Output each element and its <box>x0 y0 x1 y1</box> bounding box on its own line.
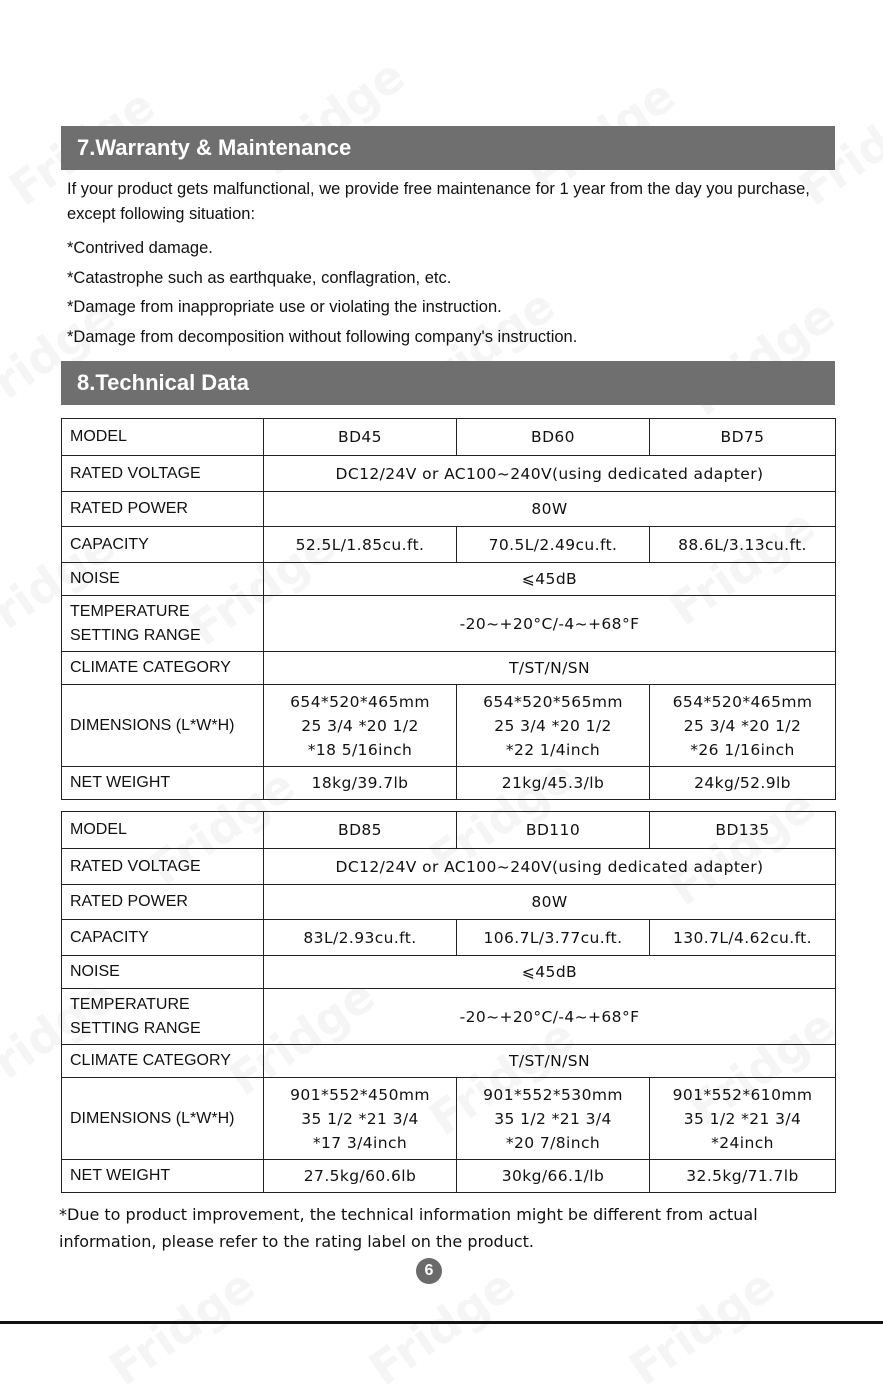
net-weight-value: 18kg/39.7lb <box>264 767 457 800</box>
label-rated-power: RATED POWER <box>62 492 264 527</box>
table-row <box>62 885 836 920</box>
table-row <box>62 685 836 767</box>
label-climate: CLIMATE CATEGORY <box>62 1045 264 1078</box>
dimension-line: 901*552*530mm <box>483 1085 623 1104</box>
model-name: BD45 <box>264 419 457 456</box>
technical-heading: 8.Technical Data <box>61 361 835 405</box>
table-row <box>62 527 836 563</box>
dimension-line: 35 1/2 *21 3/4 <box>494 1109 612 1128</box>
table-row <box>62 920 836 956</box>
label-capacity: CAPACITY <box>62 527 264 563</box>
label-model: MODEL <box>62 812 264 849</box>
dimension-line: 35 1/2 *21 3/4 <box>301 1109 419 1128</box>
dimension-line: 654*520*565mm <box>483 692 623 711</box>
dimension-line: 35 1/2 *21 3/4 <box>683 1109 802 1128</box>
dimension-line: *24inch <box>711 1133 774 1152</box>
label-temperature-line: SETTING RANGE <box>70 626 201 644</box>
dimension-line: 901*552*450mm <box>290 1085 430 1104</box>
watermark-text <box>679 288 844 426</box>
dimension-line: 901*552*610mm <box>672 1085 813 1104</box>
dimensions-value <box>457 1078 650 1160</box>
capacity-value: 88.6L/3.13cu.ft. <box>650 527 836 563</box>
dimensions-value <box>650 1078 836 1160</box>
watermark-text <box>619 1258 784 1396</box>
noise-value: ⩽45dB <box>264 956 836 989</box>
dimensions-value <box>457 685 650 767</box>
label-temperature <box>62 596 264 652</box>
temperature-range-value: -20~+20°C/-4~+68°F <box>264 989 836 1045</box>
net-weight-value: 27.5kg/60.6lb <box>264 1160 457 1193</box>
dimension-line: *26 1/16inch <box>690 740 795 759</box>
dimension-line: 654*520*465mm <box>672 692 813 711</box>
climate-value: T/ST/N/SN <box>264 652 836 685</box>
watermark-text <box>99 1258 264 1396</box>
temperature-range-value: -20~+20°C/-4~+68°F <box>264 596 836 652</box>
model-name: BD85 <box>264 812 457 849</box>
noise-value: ⩽45dB <box>264 563 836 596</box>
table-row <box>62 1045 836 1078</box>
label-net-weight: NET WEIGHT <box>62 767 264 800</box>
watermark-text <box>359 1258 524 1396</box>
dimension-line: *20 7/8inch <box>505 1133 601 1152</box>
label-rated-voltage: RATED VOLTAGE <box>62 849 264 885</box>
table-row <box>62 1160 836 1193</box>
capacity-value: 83L/2.93cu.ft. <box>264 920 457 956</box>
dimension-line: 25 3/4 *20 1/2 <box>301 716 419 735</box>
label-model: MODEL <box>62 419 264 456</box>
label-dimensions: DIMENSIONS (L*W*H) <box>62 685 264 767</box>
dimensions-value <box>650 685 836 767</box>
dimension-line: 25 3/4 *20 1/2 <box>683 716 802 735</box>
label-dimensions: DIMENSIONS (L*W*H) <box>62 1078 264 1160</box>
label-rated-power: RATED POWER <box>62 885 264 920</box>
model-name: BD110 <box>457 812 650 849</box>
dimension-line: *18 5/16inch <box>307 740 413 759</box>
table-row <box>62 596 836 652</box>
model-name: BD60 <box>457 419 650 456</box>
table-row <box>62 812 836 849</box>
warranty-intro: If your product gets malfunctional, we provide free maintenance for 1 year from the day you purchase, except following situation: <box>67 180 810 223</box>
table-row <box>62 767 836 800</box>
table-row <box>62 989 836 1045</box>
footnote: *Due to product improvement, the technical information might be different from actual information, please refer to the rating label on the product. <box>59 1205 758 1251</box>
label-rated-voltage: RATED VOLTAGE <box>62 456 264 492</box>
label-temperature-line: SETTING RANGE <box>70 1019 201 1037</box>
label-noise: NOISE <box>62 956 264 989</box>
rated-voltage-value: DC12/24V or AC100~240V(using dedicated adapter) <box>264 849 836 885</box>
table-row <box>62 956 836 989</box>
dimensions-value <box>264 685 457 767</box>
page-number-badge: 6 <box>416 1258 442 1284</box>
spec-table-1 <box>61 418 836 800</box>
table-row <box>62 419 836 456</box>
model-name: BD75 <box>650 419 836 456</box>
warranty-heading: 7.Warranty & Maintenance <box>61 126 835 170</box>
table-row <box>62 563 836 596</box>
net-weight-value: 32.5kg/71.7lb <box>650 1160 836 1193</box>
label-noise: NOISE <box>62 563 264 596</box>
net-weight-value: 24kg/52.9lb <box>650 767 836 800</box>
rated-voltage-value: DC12/24V or AC100~240V(using dedicated adapter) <box>264 456 836 492</box>
table-row <box>62 849 836 885</box>
label-capacity: CAPACITY <box>62 920 264 956</box>
climate-value: T/ST/N/SN <box>264 1045 836 1078</box>
model-name: BD135 <box>650 812 836 849</box>
dimension-line: *17 3/4inch <box>312 1133 408 1152</box>
label-temperature-line: TEMPERATURE <box>70 995 190 1013</box>
label-temperature-line: TEMPERATURE <box>70 602 190 620</box>
table-row <box>62 1078 836 1160</box>
net-weight-value: 21kg/45.3/lb <box>457 767 650 800</box>
dimensions-value <box>264 1078 457 1160</box>
net-weight-value: 30kg/66.1/lb <box>457 1160 650 1193</box>
spec-table-2 <box>61 811 836 1193</box>
rated-power-value: 80W <box>264 885 836 920</box>
warranty-exception: *Contrived damage. <box>67 239 213 257</box>
table-row <box>62 652 836 685</box>
warranty-exception: *Catastrophe such as earthquake, conflagration, etc. <box>67 269 452 287</box>
capacity-value: 130.7L/4.62cu.ft. <box>650 920 836 956</box>
table-row <box>62 456 836 492</box>
warranty-exception: *Damage from decomposition without following company's instruction. <box>67 328 578 346</box>
capacity-value: 106.7L/3.77cu.ft. <box>457 920 650 956</box>
dimension-line: *22 1/4inch <box>505 740 601 759</box>
capacity-value: 52.5L/1.85cu.ft. <box>264 527 457 563</box>
label-temperature <box>62 989 264 1045</box>
capacity-value: 70.5L/2.49cu.ft. <box>457 527 650 563</box>
dimension-line: 25 3/4 *20 1/2 <box>494 716 612 735</box>
warranty-exception: *Damage from inappropriate use or violating the instruction. <box>67 298 502 316</box>
label-climate: CLIMATE CATEGORY <box>62 652 264 685</box>
rated-power-value: 80W <box>264 492 836 527</box>
dimension-line: 654*520*465mm <box>290 692 430 711</box>
label-net-weight: NET WEIGHT <box>62 1160 264 1193</box>
table-row <box>62 492 836 527</box>
